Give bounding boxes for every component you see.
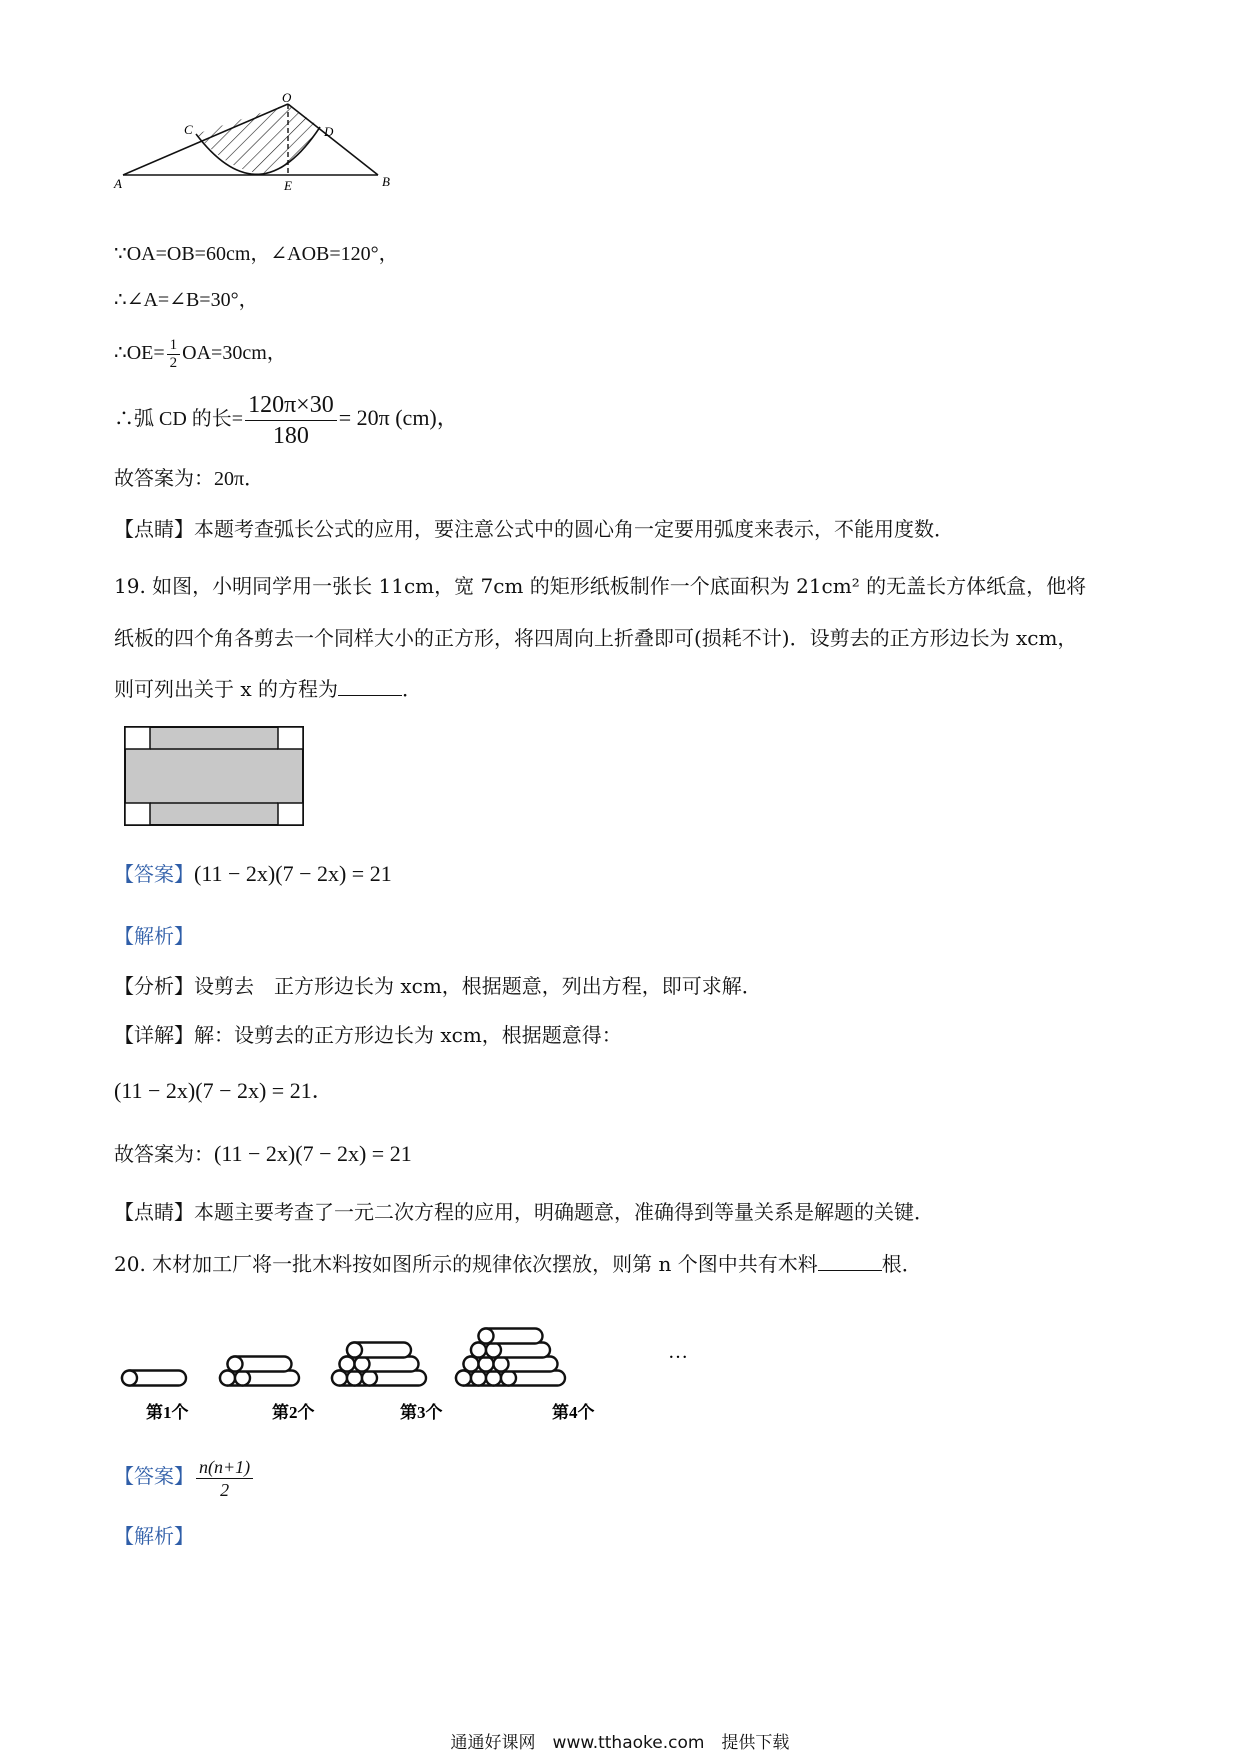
log-end [479,1329,494,1344]
q19-line3: 则可列出关于 x 的方程为 ． [114,677,422,701]
label-e: E [284,178,292,193]
answer-blank [338,677,402,696]
q20-line1: 20. 木材加工厂将一批木料按如图所示的规律依次摆放，则第 n 个图中共有木料 根． [114,1252,922,1276]
log-end [355,1357,370,1372]
log-end [122,1371,137,1386]
q19-line2: 纸板的四个角各剪去一个同样大小的正方形，将四周向上折叠即可(损耗不计)．设剪去的正方形边长为 xcm， [114,626,1078,650]
figure-triangle-arc [114,90,440,215]
corner-square-tr [278,727,303,749]
log-end [347,1371,362,1386]
cardboard-outer [125,727,303,825]
q19-analysis-tag: 【解析】 [114,924,194,948]
fig-label-1: 第1个 [146,1403,189,1422]
fig-label-3: 第3个 [400,1403,443,1422]
corner-square-bl [125,803,150,825]
log-end [228,1357,243,1372]
label-d: D [324,124,334,139]
q18-line5: 故答案为：20π． [114,468,265,490]
q19-dianjing: 【点睛】本题主要考查了一元二次方程的应用，明确题意，准确得到等量关系是解题的关键． [114,1200,934,1224]
log-end [332,1371,347,1386]
log-end [362,1371,377,1386]
q18-line2: ∴∠A=∠B=30°， [114,289,259,311]
corner-square-tl [125,727,150,749]
label-o: O [282,90,292,105]
q20-analysis-tag: 【解析】 [114,1524,194,1548]
log-end [486,1343,501,1358]
q18-line4: ∴弧 CD 的长= $\frac{120\pi\times 30}{180}$ = 20π (cm)， [114,392,459,449]
q18-line3: ∴OE= $\frac{1}{2}$ OA=30cm， [114,337,287,371]
q19-line1: 19. 如图，小明同学用一张长 11cm，宽 7cm 的矩形纸板制作一个底面积为 21cm² 的无盖长方体纸盒，他将 [114,574,1087,598]
figure-cardboard-rectangle [124,726,306,828]
q19-xiangjie: 【详解】解：设剪去的正方形边长为 xcm，根据题意得： [114,1023,622,1047]
q18-line1: ∵OA=OB=60cm，∠AOB=120°， [114,243,399,265]
label-a: A [114,176,122,191]
log-end [464,1357,479,1372]
q19-answer: 【答案】(11 − 2x)(7 − 2x) = 21 [114,861,392,886]
log-end [340,1357,355,1372]
log-end [347,1343,362,1358]
q19-fenxi: 【分析】设剪去 正方形边长为 xcm，根据题意，列出方程，即可求解． [114,974,762,998]
fig-label-4: 第4个 [552,1403,595,1422]
log-end [494,1357,509,1372]
answer-blank [818,1252,882,1271]
log-end [479,1357,494,1372]
q18-dianjing: 【点睛】本题考查弧长公式的应用，要注意公式中的圆心角一定要用弧度来表示，不能用度数． [114,517,954,541]
fig-label-2: 第2个 [272,1403,315,1422]
label-c: C [184,122,193,137]
q19-conclusion: 故答案为：(11 − 2x)(7 − 2x) = 21 [114,1141,412,1166]
figure-log-piles [120,1300,720,1430]
log-end [456,1371,471,1386]
q19-equation: (11 − 2x)(7 − 2x) = 21． [114,1078,334,1103]
log-end [501,1371,516,1386]
log-end [471,1343,486,1358]
log-end [235,1371,250,1386]
log-end [486,1371,501,1386]
log-end [220,1371,235,1386]
fig-ellipsis: … [668,1341,688,1363]
label-b: B [382,174,390,189]
log-end [471,1371,486,1386]
corner-square-br [278,803,303,825]
q20-answer: 【答案】 $\frac{n(n+1)}{2}$ [114,1456,255,1501]
page-footer: 通通好课网 www.tthaoke.com 提供下载 [450,1733,790,1753]
